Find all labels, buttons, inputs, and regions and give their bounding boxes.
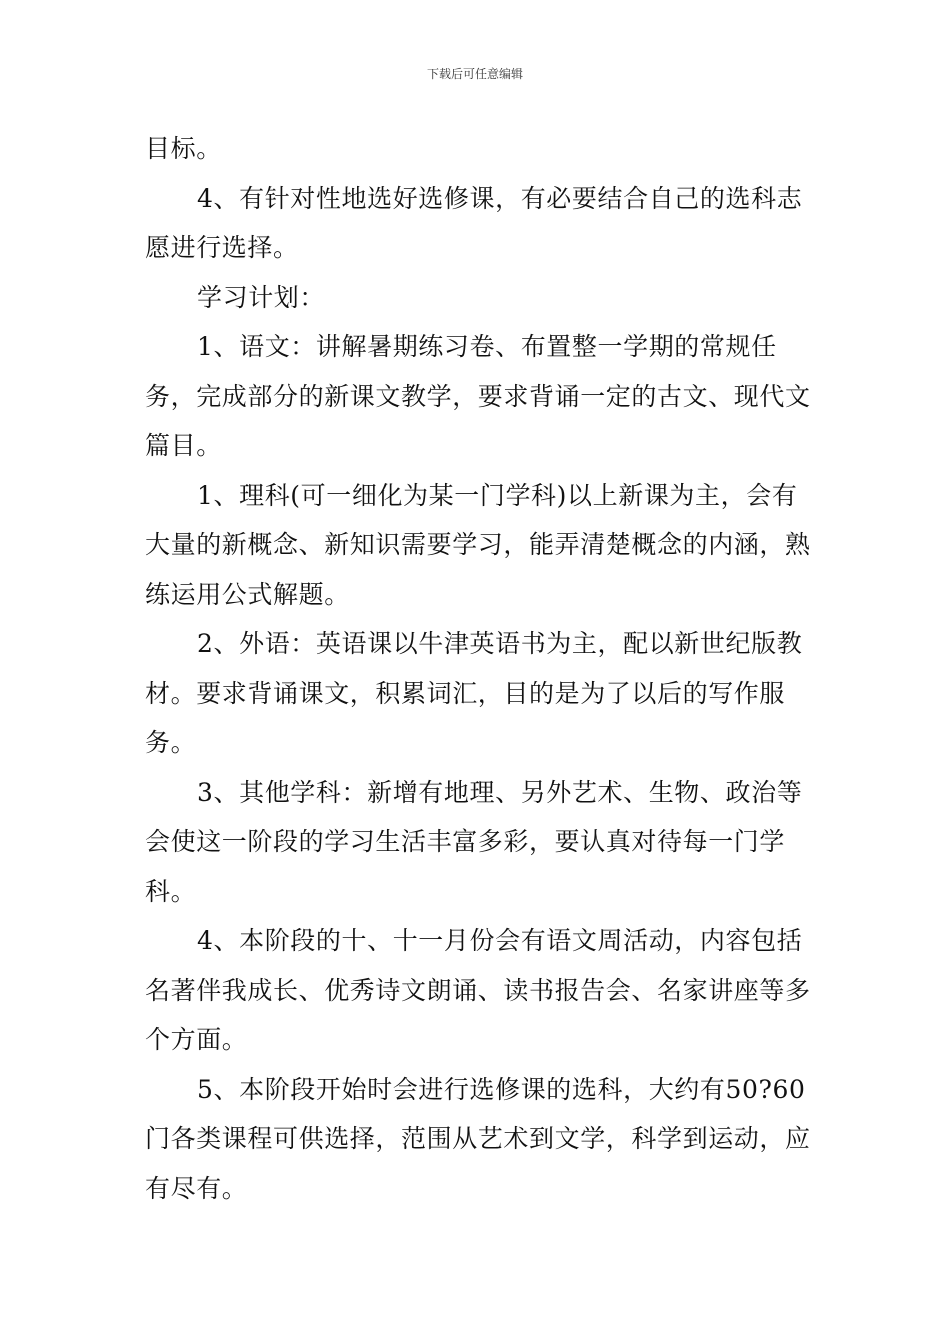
paragraph-continuation: 目标。 [145,134,222,163]
document-body [145,124,815,1213]
paragraph-science: 1、理科(可一细化为某一门学科)以上新课为主，会有大量的新概念、新知识需要学习，能弄清楚概念的内涵，熟练运用公式解题。 [145,480,811,609]
paragraph-chinese: 1、语文：讲解暑期练习卷、布置整一学期的常规任务，完成部分的新课文教学，要求背诵一定的古文、现代文篇目。 [145,332,811,460]
section-heading-study-plan: 学习计划： [197,282,326,312]
paragraph-foreign-language: 2、外语：英语课以牛津英语书为主，配以新世纪版教材。要求背诵课文，积累词汇，目的是为了以后的写作服务。 [145,629,803,757]
paragraph-elective-selection: 4、有针对性地选好选修课，有必要结合自己的选科志愿进行选择。 [145,183,803,262]
paragraph-other-subjects: 3、其他学科：新增有地理、另外艺术、生物、政治等会使这一阶段的学习生活丰富多彩，要认真对待每一门学科。 [145,777,803,906]
paragraph-chinese-week: 4、本阶段的十、十一月份会有语文周活动，内容包括名著伴我成长、优秀诗文朗诵、读书报告会、名家讲座等多个方面。 [145,926,811,1054]
paragraph-elective-courses: 5、本阶段开始时会进行选修课的选科，大约有50?60门各类课程可供选择，范围从艺术到文学，科学到运动，应有尽有。 [145,1074,811,1203]
page-header: 下载后可任意编辑 [426,67,523,81]
